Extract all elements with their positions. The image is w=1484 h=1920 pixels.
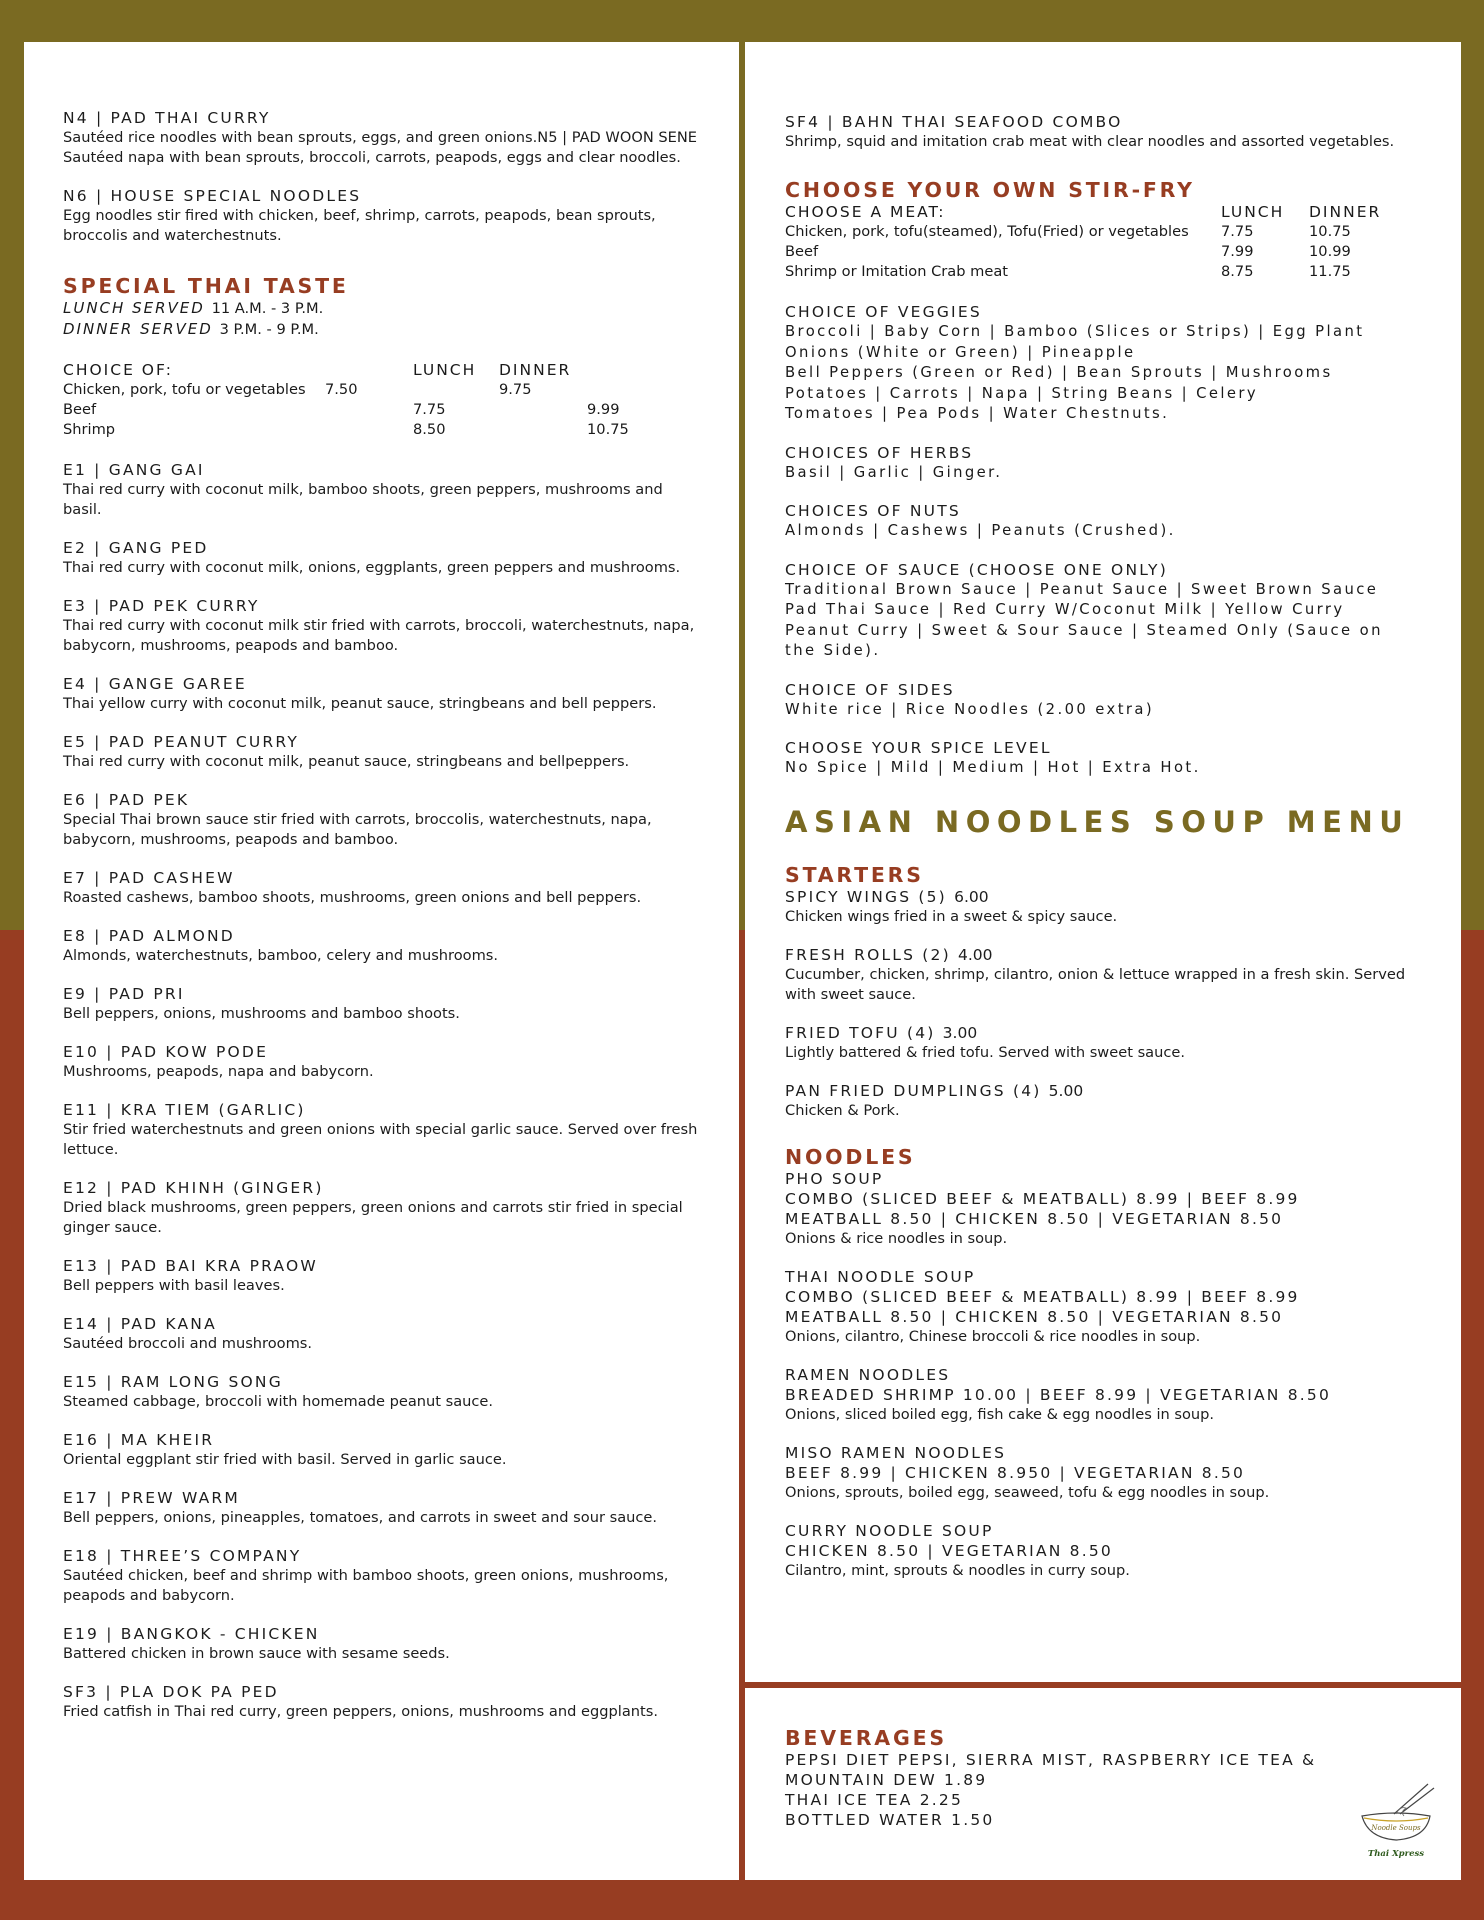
- item-desc: Onions, sliced boiled egg, fish cake & egg noodles in soup.: [785, 1405, 1215, 1423]
- item-name: E15 | RAM LONG SONG: [63, 1373, 283, 1391]
- noodle-item: [785, 1521, 1425, 1581]
- noodle-item: [785, 1267, 1425, 1347]
- item-options: MEATBALL 8.50 | CHICKEN 8.50 | VEGETARIAN 8.50: [785, 1209, 1284, 1228]
- starter-item: [785, 887, 1425, 927]
- choose-meat-label: CHOOSE A MEAT:: [785, 203, 946, 221]
- item-options: CHICKEN 8.50 | VEGETARIAN 8.50: [785, 1541, 1113, 1560]
- row-dinner: 10.99: [1309, 243, 1351, 260]
- item-desc: Sautéed rice noodles with bean sprouts, eggs, and green onions.N5 | PAD WOON SENE: [63, 129, 698, 146]
- dinner-time: 3 P.M. - 9 P.M.: [219, 321, 319, 338]
- item-name: E9 | PAD PRI: [63, 985, 185, 1003]
- group-line: Potatoes | Carrots | Napa | String Beans | Celery: [785, 384, 1259, 402]
- choice-group-sides: [785, 680, 1425, 721]
- item-name: SF3 | PLA DOK PA PED: [63, 1683, 279, 1701]
- starters-section: [785, 863, 1425, 1121]
- special-price-table: [63, 360, 643, 440]
- menu-item: [63, 1624, 703, 1664]
- row-inline-price: 7.50: [325, 381, 358, 398]
- menu-item-sf4: [785, 112, 1425, 152]
- item-desc: Bell peppers with basil leaves.: [63, 1277, 285, 1294]
- row-name: Chicken, pork, tofu or vegetables: [63, 381, 306, 398]
- choice-group-spice: [785, 738, 1425, 779]
- item-name: E7 | PAD CASHEW: [63, 869, 235, 887]
- choice-group-herbs: [785, 443, 1425, 484]
- special-thai-taste-section: [63, 274, 703, 460]
- menu-item: [63, 1546, 703, 1606]
- dinner-served-line: [63, 319, 703, 340]
- item-desc: Onions, sprouts, boiled egg, seaweed, tofu & egg noodles in soup.: [785, 1483, 1270, 1501]
- menu-item: [63, 984, 703, 1024]
- menu-item: [63, 1488, 703, 1528]
- row-dinner: 10.75: [587, 421, 629, 438]
- item-name: E13 | PAD BAI KRA PRAOW: [63, 1257, 318, 1275]
- menu-item: [63, 460, 703, 520]
- price-table-header: [785, 202, 1405, 222]
- item-desc: Cilantro, mint, sprouts & noodles in curry soup.: [785, 1561, 1130, 1579]
- item-desc: Chicken & Pork.: [785, 1101, 900, 1119]
- group-line: Almonds | Cashews | Peanuts (Crushed).: [785, 522, 1176, 539]
- section-title: STARTERS: [785, 862, 924, 887]
- row-dinner: 9.99: [587, 401, 620, 418]
- item-name: CURRY NOODLE SOUP: [785, 1521, 994, 1540]
- group-line: Pad Thai Sauce | Red Curry W/Coconut Milk | Yellow Curry: [785, 601, 1345, 618]
- section-title: CHOOSE YOUR OWN STIR-FRY: [785, 178, 1195, 202]
- group-name: CHOICES OF NUTS: [785, 502, 961, 520]
- item-name: E17 | PREW WARM: [63, 1489, 240, 1507]
- starter-item: [785, 945, 1425, 1005]
- menu-item: [63, 732, 703, 772]
- logo-line-1: Noodle Soups: [1371, 1824, 1421, 1832]
- item-desc: Dried black mushrooms, green peppers, green onions and carrots stir fried in special ginger sauce.: [63, 1199, 683, 1236]
- beverage-line: MOUNTAIN DEW 1.89: [785, 1771, 988, 1789]
- lunch-served-line: [63, 298, 703, 319]
- item-name: E8 | PAD ALMOND: [63, 927, 235, 945]
- item-desc: Lightly battered & fried tofu. Served with sweet sauce.: [785, 1043, 1186, 1061]
- starter-item: [785, 1023, 1425, 1063]
- item-name: E11 | KRA TIEM (GARLIC): [63, 1101, 306, 1119]
- lunch-time: 11 A.M. - 3 P.M.: [211, 300, 324, 317]
- group-name: CHOICES OF HERBS: [785, 443, 974, 462]
- noodle-item: [785, 1443, 1425, 1503]
- item-name: E10 | PAD KOW PODE: [63, 1043, 269, 1061]
- row-name: Chicken, pork, tofu(steamed), Tofu(Fried) or vegetables: [785, 223, 1189, 240]
- item-name-line: [785, 887, 1425, 907]
- menu-item: [63, 1256, 703, 1296]
- group-name: CHOICE OF VEGGIES: [785, 303, 982, 321]
- row-inline-price: [325, 420, 413, 440]
- group-line: Bell Peppers (Green or Red) | Bean Sprouts | Mushrooms: [785, 364, 1333, 381]
- item-price: 6.00: [954, 887, 989, 906]
- menu-item: [63, 1100, 703, 1160]
- item-desc: Steamed cabbage, broccoli with homemade peanut sauce.: [63, 1393, 494, 1410]
- menu-item: [63, 674, 703, 714]
- noodle-bowl-icon: [1356, 1780, 1440, 1866]
- item-desc: Stir fried waterchestnuts and green onions with special garlic sauce. Served over fresh lettuce.: [63, 1121, 698, 1158]
- item-name: PHO SOUP: [785, 1169, 884, 1188]
- beverage-line: BOTTLED WATER 1.50: [785, 1811, 995, 1829]
- item-options: BEEF 8.99 | CHICKEN 8.950 | VEGETARIAN 8.50: [785, 1463, 1246, 1482]
- item-name: E5 | PAD PEANUT CURRY: [63, 733, 300, 751]
- item-name-line: [785, 1081, 1425, 1101]
- row-inline-price: [325, 400, 413, 420]
- item-desc: Thai red curry with coconut milk, onions, eggplants, green peppers and mushrooms.: [63, 559, 681, 576]
- price-row: [63, 380, 643, 400]
- item-name: SPICY WINGS (5): [785, 887, 947, 906]
- special-items-list: [63, 460, 703, 1722]
- group-name: CHOICE OF SAUCE (CHOOSE ONE ONLY): [785, 560, 1168, 579]
- stir-fry-price-table: [785, 202, 1405, 282]
- item-name: E18 | THREE’S COMPANY: [63, 1547, 302, 1565]
- item-name: N4 | PAD THAI CURRY: [63, 109, 271, 127]
- row-lunch: 7.99: [1221, 243, 1254, 260]
- item-desc: Almonds, waterchestnuts, bamboo, celery and mushrooms.: [63, 947, 499, 964]
- item-options: BREADED SHRIMP 10.00 | BEEF 8.99 | VEGETARIAN 8.50: [785, 1385, 1332, 1404]
- item-name: E14 | PAD KANA: [63, 1315, 217, 1333]
- group-line: Onions (White or Green) | Pineapple: [785, 343, 1136, 361]
- item-options: COMBO (SLICED BEEF & MEATBALL) 8.99 | BEEF 8.99: [785, 1287, 1300, 1306]
- item-desc: Thai red curry with coconut milk, bamboo shoots, green peppers, mushrooms and basil.: [63, 481, 663, 518]
- menu-item: [63, 1042, 703, 1082]
- dinner-label: DINNER SERVED: [63, 320, 213, 338]
- item-desc: Sautéed chicken, beef and shrimp with bamboo shoots, green onions, mushrooms, peapods and babycorn.: [63, 1567, 669, 1604]
- group-line: Basil | Garlic | Ginger.: [785, 463, 1003, 481]
- soup-menu-title: ASIAN NOODLES SOUP MENU: [785, 804, 1410, 839]
- item-name: E3 | PAD PEK CURRY: [63, 597, 260, 615]
- logo-line-2: Thai Xpress: [1367, 1849, 1425, 1859]
- group-name: CHOOSE YOUR SPICE LEVEL: [785, 739, 1052, 757]
- price-row: [785, 262, 1405, 282]
- item-options: COMBO (SLICED BEEF & MEATBALL) 8.99 | BEEF 8.99: [785, 1189, 1300, 1208]
- right-column: [785, 112, 1425, 1599]
- item-name: THAI NOODLE SOUP: [785, 1267, 976, 1286]
- item-desc: Oriental eggplant stir fried with basil. Served in garlic sauce.: [63, 1451, 507, 1468]
- group-name: CHOICE OF SIDES: [785, 680, 955, 699]
- item-name: PAN FRIED DUMPLINGS (4): [785, 1081, 1042, 1100]
- item-name-line: [785, 1023, 1425, 1043]
- item-desc: Onions & rice noodles in soup.: [785, 1229, 1008, 1247]
- group-line: Peanut Curry | Sweet & Sour Sauce | Steamed Only (Sauce on: [785, 621, 1383, 639]
- row-dinner-mid: 9.75: [499, 381, 532, 398]
- group-line: the Side).: [785, 642, 881, 659]
- menu-item-n4: [63, 108, 703, 148]
- menu-item: [63, 596, 703, 656]
- choice-group-sauce: [785, 560, 1425, 662]
- menu-item: [63, 1682, 703, 1722]
- menu-item: [63, 538, 703, 578]
- row-name: Beef: [785, 243, 819, 260]
- row-lunch: [413, 380, 499, 400]
- item-price: 5.00: [1048, 1081, 1084, 1100]
- price-row: [63, 420, 643, 440]
- price-row: [63, 400, 643, 420]
- item-name: E16 | MA KHEIR: [63, 1431, 215, 1449]
- item-desc: Sautéed broccoli and mushrooms.: [63, 1335, 313, 1352]
- price-row: [785, 222, 1405, 242]
- menu-item: [63, 1372, 703, 1412]
- dinner-header: DINNER: [1309, 203, 1382, 221]
- group-line: No Spice | Mild | Medium | Hot | Extra Hot.: [785, 759, 1201, 776]
- item-name: E6 | PAD PEK: [63, 791, 190, 809]
- price-row: [785, 242, 1405, 262]
- item-name: FRIED TOFU (4): [785, 1023, 936, 1042]
- beverage-line: PEPSI DIET PEPSI, SIERRA MIST, RASPBERRY ICE TEA &: [785, 1751, 1317, 1769]
- row-dinner: 10.75: [1309, 223, 1351, 240]
- row-dinner-mid: [499, 400, 587, 420]
- item-name: RAMEN NOODLES: [785, 1365, 951, 1384]
- item-name: FRESH ROLLS (2): [785, 945, 951, 964]
- item-desc: Cucumber, chicken, shrimp, cilantro, onion & lettuce wrapped in a fresh skin. Served with sweet sauce.: [785, 965, 1406, 1003]
- beverage-line: THAI ICE TEA 2.25: [785, 1791, 964, 1809]
- row-lunch: 7.75: [1221, 223, 1254, 240]
- item-options: MEATBALL 8.50 | CHICKEN 8.50 | VEGETARIAN 8.50: [785, 1307, 1284, 1326]
- group-line: White rice | Rice Noodles (2.00 extra): [785, 700, 1155, 718]
- item-desc: Chicken wings fried in a sweet & spicy sauce.: [785, 907, 1118, 925]
- lunch-header: LUNCH: [413, 361, 477, 379]
- beverages-section: [785, 1726, 1385, 1830]
- section-title: BEVERAGES: [785, 1726, 947, 1750]
- item-name-line: [785, 945, 1425, 965]
- item-desc: Fried catfish in Thai red curry, green peppers, onions, mushrooms and eggplants.: [63, 1703, 658, 1720]
- row-dinner: [587, 380, 643, 400]
- item-desc: Bell peppers, onions, pineapples, tomatoes, and carrots in sweet and sour sauce.: [63, 1509, 658, 1526]
- row-lunch: 7.75: [413, 401, 446, 418]
- group-line: Traditional Brown Sauce | Peanut Sauce | Sweet Brown Sauce: [785, 580, 1379, 598]
- restaurant-logo: [1356, 1780, 1440, 1866]
- item-name: E1 | GANG GAI: [63, 461, 205, 479]
- menu-item: [63, 926, 703, 966]
- item-name: N6 | HOUSE SPECIAL NOODLES: [63, 187, 362, 205]
- noodle-item: [785, 1365, 1425, 1425]
- left-column: [63, 108, 703, 1740]
- row-name: Beef: [63, 401, 97, 418]
- menu-item-n6: [63, 186, 703, 246]
- item-name: E12 | PAD KHINH (GINGER): [63, 1179, 324, 1197]
- item-desc: Battered chicken in brown sauce with sesame seeds.: [63, 1645, 450, 1662]
- section-title: SPECIAL THAI TASTE: [63, 274, 349, 298]
- item-name: E19 | BANGKOK - CHICKEN: [63, 1625, 320, 1643]
- row-dinner-mid: [499, 420, 587, 440]
- item-desc: Thai red curry with coconut milk stir fried with carrots, broccoli, waterchestnuts, napa, babycorn, mushrooms, peapods and bamboo.: [63, 617, 695, 654]
- item-desc: Bell peppers, onions, mushrooms and bamboo shoots.: [63, 1005, 460, 1022]
- item-name: E4 | GANGE GAREE: [63, 675, 247, 693]
- price-table-header: [63, 360, 643, 380]
- item-price: 3.00: [942, 1023, 978, 1042]
- item-desc: Thai red curry with coconut milk, peanut sauce, stringbeans and bellpeppers.: [63, 753, 630, 770]
- group-line: Tomatoes | Pea Pods | Water Chestnuts.: [785, 405, 1170, 422]
- menu-item: [63, 1314, 703, 1354]
- item-desc: Egg noodles stir fired with chicken, beef, shrimp, carrots, peapods, bean sprouts, broccolis and waterchestnuts.: [63, 207, 656, 244]
- lunch-header: LUNCH: [1221, 203, 1285, 221]
- menu-item: [63, 790, 703, 850]
- group-line: Broccoli | Baby Corn | Bamboo (Slices or Strips) | Egg Plant: [785, 323, 1365, 340]
- item-desc: Mushrooms, peapods, napa and babycorn.: [63, 1063, 374, 1080]
- starter-item: [785, 1081, 1425, 1121]
- row-lunch: 8.75: [1221, 263, 1254, 280]
- menu-item: [63, 1178, 703, 1238]
- menu-item-n5: [63, 148, 703, 168]
- noodles-section: [785, 1145, 1425, 1581]
- menu-item: [63, 868, 703, 908]
- item-desc: Onions, cilantro, Chinese broccoli & rice noodles in soup.: [785, 1327, 1201, 1345]
- item-price: 4.00: [958, 945, 993, 964]
- dinner-header: DINNER: [499, 361, 572, 379]
- menu-item: [63, 1430, 703, 1470]
- item-desc: Sautéed napa with bean sprouts, broccoli, carrots, peapods, eggs and clear noodles.: [63, 149, 681, 166]
- noodle-item: [785, 1169, 1425, 1249]
- item-desc: Shrimp, squid and imitation crab meat with clear noodles and assorted vegetables.: [785, 133, 1395, 150]
- choice-of-label: CHOICE OF:: [63, 361, 173, 379]
- item-desc: Thai yellow curry with coconut milk, peanut sauce, stringbeans and bell peppers.: [63, 695, 657, 712]
- item-desc: Roasted cashews, bamboo shoots, mushrooms, green onions and bell peppers.: [63, 889, 642, 906]
- item-name: MISO RAMEN NOODLES: [785, 1443, 1007, 1462]
- item-name: SF4 | BAHN THAI SEAFOOD COMBO: [785, 113, 1123, 131]
- choice-group-veggies: [785, 302, 1425, 425]
- row-name: Shrimp or Imitation Crab meat: [785, 263, 1008, 280]
- item-name: E2 | GANG PED: [63, 539, 209, 557]
- section-title: NOODLES: [785, 1144, 916, 1169]
- row-dinner: 11.75: [1309, 263, 1351, 280]
- choice-group-nuts: [785, 501, 1425, 542]
- item-desc: Special Thai brown sauce stir fried with carrots, broccolis, waterchestnuts, napa, babycorn, mushrooms, peapods and bamboo.: [63, 811, 652, 848]
- lunch-label: LUNCH SERVED: [63, 299, 205, 317]
- row-lunch: 8.50: [413, 421, 446, 438]
- row-name: Shrimp: [63, 421, 116, 438]
- stir-fry-section: [785, 178, 1425, 779]
